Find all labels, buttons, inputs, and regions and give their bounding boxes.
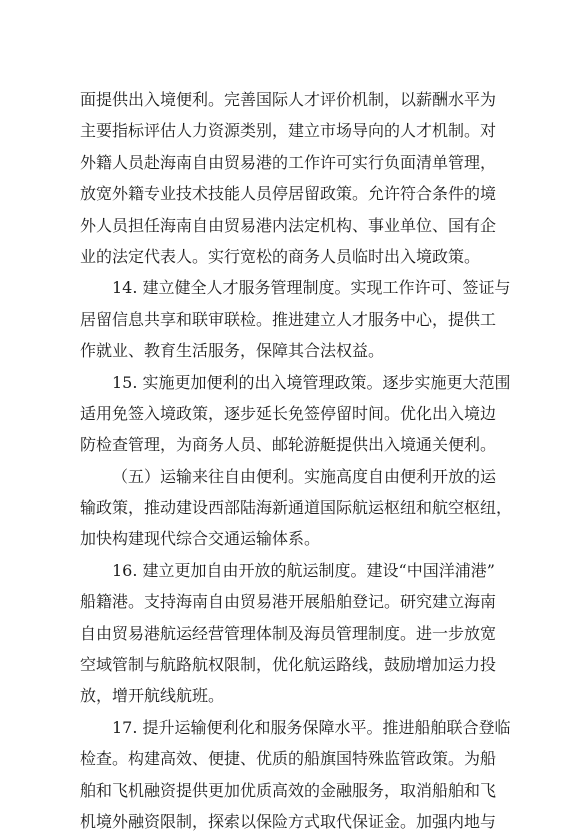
text-line: 17. 提升运输便利化和服务保障水平。推进船舶联合登临 [112, 717, 511, 737]
text-line: 16. 建立更加自由开放的航运制度。建设“中国洋浦港” [112, 560, 495, 580]
paragraph-item-17 [80, 712, 511, 837]
text-line: 检查。构建高效、便捷、优质的船旗国特殊监管政策。为船 [80, 749, 497, 769]
paragraph-item-15 [80, 367, 511, 461]
text-line: 船籍港。支持海南自由贸易港开展船舶登记。研究建立海南 [80, 592, 497, 612]
text-line: 自由贸易港航运经营管理体制及海员管理制度。进一步放宽 [80, 623, 497, 643]
text-line: 防检查管理，为商务人员、邮轮游艇提供出入境通关便利。 [80, 435, 497, 455]
text-line: 放宽外籍专业技术技能人员停居留政策。允许符合条件的境 [80, 184, 497, 204]
text-line: 作就业、教育生活服务，保障其合法权益。 [80, 341, 385, 361]
text-line: 主要指标评估人力资源类别，建立市场导向的人才机制。对 [80, 121, 497, 141]
paragraph-section-5 [80, 461, 513, 555]
paragraph-item-16 [80, 555, 497, 712]
text-line: 15. 实施更加便利的出入境管理政策。逐步实施更大范围 [112, 372, 511, 392]
text-line: 空域管制与航路航权限制，优化航运路线，鼓励增加运力投 [80, 655, 497, 675]
paragraph-item-14 [80, 272, 511, 366]
text-line: 外人员担任海南自由贸易港内法定机构、事业单位、国有企 [80, 215, 497, 235]
text-line: 输政策，推动建设西部陆海新通道国际航运枢纽和航空枢纽， [80, 498, 513, 518]
text-line: 业的法定代表人。实行宽松的商务人员临时出入境政策。 [80, 246, 481, 266]
text-line: 机境外融资限制，探索以保险方式取代保证金。加强内地与 [80, 811, 497, 831]
text-line: （五）运输来往自由便利。实施高度自由便利开放的运 [112, 466, 497, 486]
text-line: 舶和飞机融资提供更加优质高效的金融服务，取消船舶和飞 [80, 780, 497, 800]
text-line: 加快构建现代综合交通运输体系。 [80, 529, 321, 549]
text-line: 适用免签入境政策，逐步延长免签停留时间。优化出入境边 [80, 403, 497, 423]
text-line: 14. 建立健全人才服务管理制度。实现工作许可、签证与 [112, 278, 511, 298]
text-line: 外籍人员赴海南自由贸易港的工作许可实行负面清单管理， [80, 152, 497, 172]
text-line: 面提供出入境便利。完善国际人才评价机制，以薪酬水平为 [80, 90, 497, 109]
text-line: 放，增开航线航班。 [80, 686, 225, 706]
text-line: 居留信息共享和联审联检。推进建立人才服务中心，提供工 [80, 309, 497, 329]
paragraph-talent-entry-exit [80, 84, 497, 272]
document-body [80, 84, 513, 837]
